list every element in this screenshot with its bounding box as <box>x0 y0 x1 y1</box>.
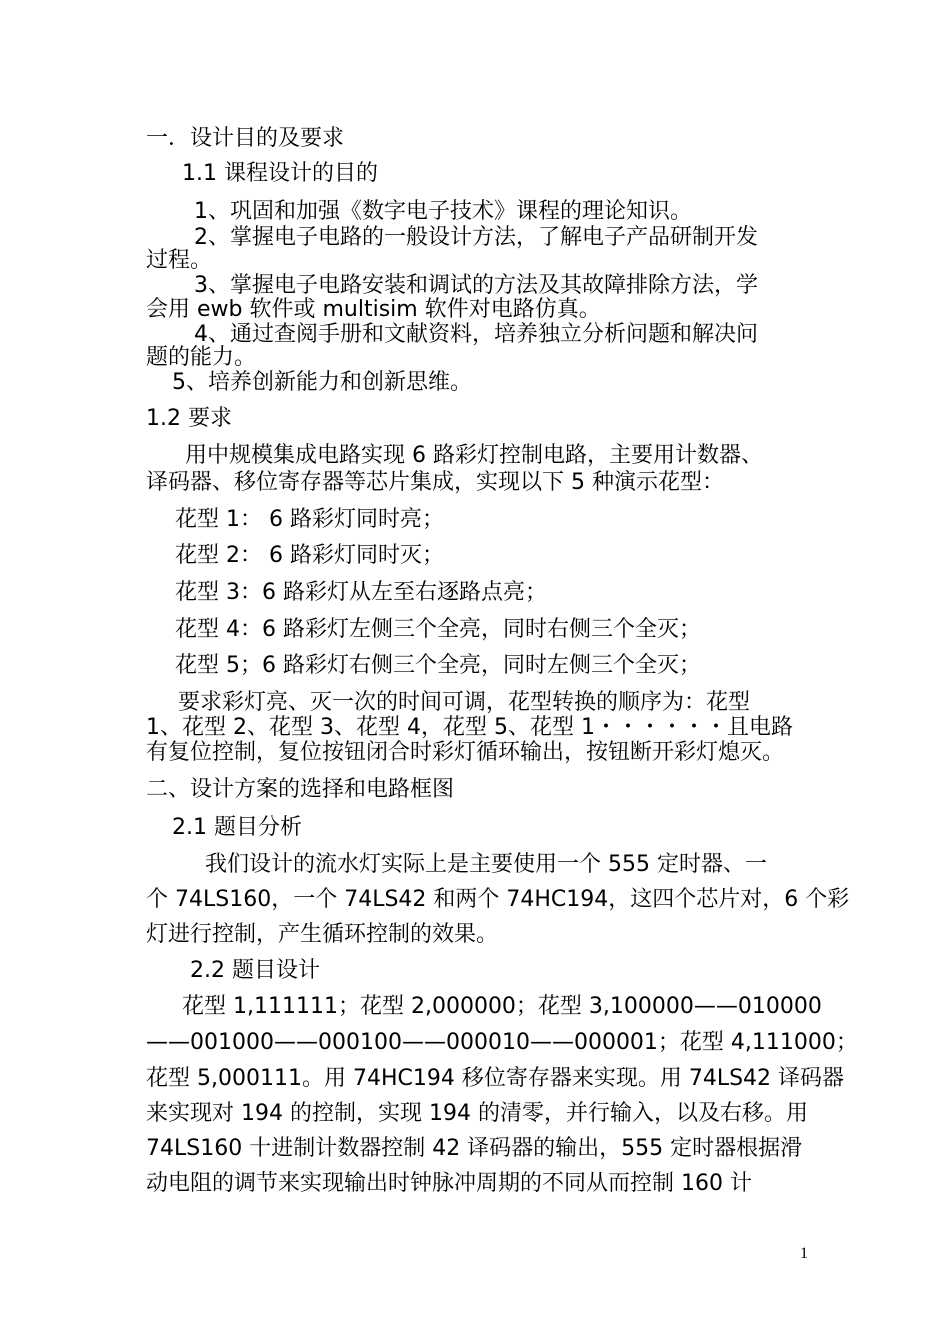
requirement2-line-3: 有复位控制，复位按钮闭合时彩灯循环输出，按钮断开彩灯熄灭。 <box>146 740 785 765</box>
goal-5: 5、培养创新能力和创新思维。 <box>172 370 472 395</box>
analysis-line-3: 灯进行控制，产生循环控制的效果。 <box>146 922 499 947</box>
design-line-2: ——001000——000100——000010——000001；花型 4,111000； <box>146 1030 858 1055</box>
section1-heading: 一．设计目的及要求 <box>146 126 345 151</box>
goal-3-line-2: 会用 ewb 软件或 multisim 软件对电路仿真。 <box>146 297 601 322</box>
design-line-1: 花型 1,111111；花型 2,000000；花型 3,100000——010000 <box>182 994 822 1019</box>
page-number: 1 <box>800 1245 808 1262</box>
requirement-line-1: 用中规模集成电路实现 6 路彩灯控制电路，主要用计数器、 <box>185 443 763 468</box>
pattern-1: 花型 1： 6 路彩灯同时亮； <box>175 507 444 532</box>
requirement2-line-1: 要求彩灯亮、灭一次的时间可调，花型转换的顺序为：花型 <box>178 690 751 715</box>
section2-1-heading: 2.1 题目分析 <box>172 815 302 840</box>
section1-1-heading: 1.1 课程设计的目的 <box>182 161 378 186</box>
goal-3-line-1: 3、掌握电子电路安装和调试的方法及其故障排除方法，学 <box>194 273 758 298</box>
design-line-5: 74LS160 十进制计数器控制 42 译码器的输出，555 定时器根据滑 <box>146 1136 803 1161</box>
pattern-5: 花型 5；6 路彩灯右侧三个全亮，同时左侧三个全灭； <box>175 653 701 678</box>
goal-4-line-2: 题的能力。 <box>146 345 257 370</box>
analysis-line-2: 个 74LS160，一个 74LS42 和两个 74HC194，这四个芯片对，6 个彩 <box>146 887 850 912</box>
design-line-4: 来实现对 194 的控制，实现 194 的清零，并行输入，以及右移。用 <box>146 1101 808 1126</box>
analysis-line-1: 我们设计的流水灯实际上是主要使用一个 555 定时器、一 <box>205 852 767 877</box>
pattern-2: 花型 2： 6 路彩灯同时灭； <box>175 543 444 568</box>
section1-2-heading: 1.2 要求 <box>146 406 232 431</box>
requirement2-line-2: 1、花型 2、花型 3、花型 4，花型 5、花型 1・・・・・・且电路 <box>146 715 793 740</box>
requirement-line-2: 译码器、移位寄存器等芯片集成，实现以下 5 种演示花型： <box>146 470 724 495</box>
pattern-4: 花型 4：6 路彩灯左侧三个全亮，同时右侧三个全灭； <box>175 617 701 642</box>
goal-1: 1、巩固和加强《数字电子技术》课程的理论知识。 <box>194 199 692 224</box>
design-line-6: 动电阻的调节来实现输出时钟脉冲周期的不同从而控制 160 计 <box>146 1171 752 1196</box>
section2-heading: 二、设计方案的选择和电路框图 <box>146 777 455 802</box>
section2-2-heading: 2.2 题目设计 <box>190 958 320 983</box>
design-line-3: 花型 5,000111。用 74HC194 移位寄存器来实现。用 74LS42 译码器 <box>146 1066 845 1091</box>
pattern-3: 花型 3：6 路彩灯从左至右逐路点亮； <box>175 580 547 605</box>
goal-4-line-1: 4、通过查阅手册和文献资料，培养独立分析问题和解决问 <box>194 322 758 347</box>
goal-2-line-2: 过程。 <box>146 248 213 273</box>
goal-2-line-1: 2、掌握电子电路的一般设计方法，了解电子产品研制开发 <box>194 225 758 250</box>
